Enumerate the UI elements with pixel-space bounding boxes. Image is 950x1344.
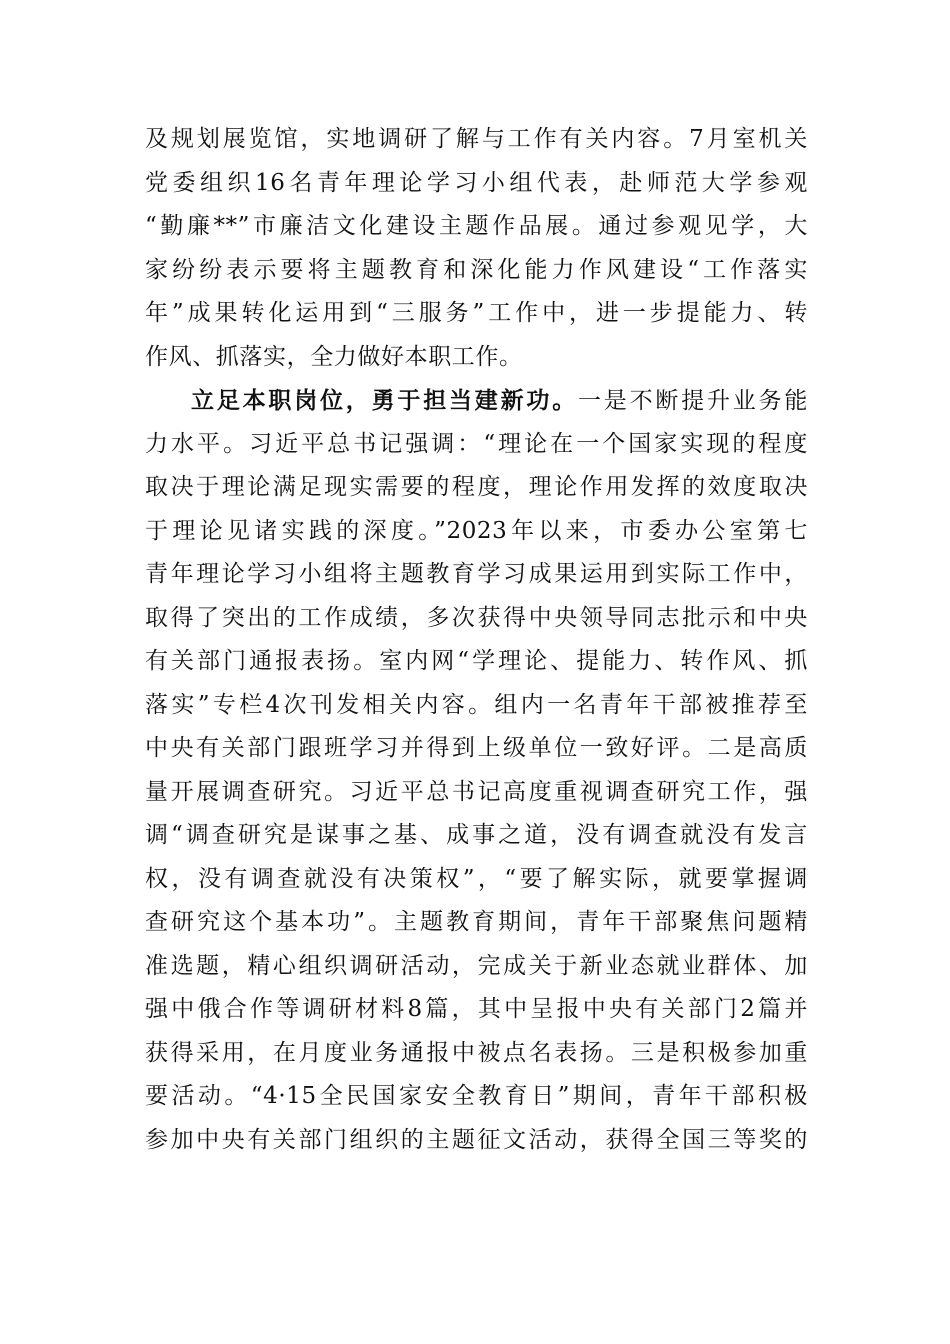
text-line: 有关部门通报表扬。室内网“学理论、提能力、转作风、抓: [145, 648, 808, 674]
text-line: [145, 379, 808, 423]
text-line: 落实”专栏4次刊发相关内容。组内一名青年干部被推荐至: [145, 691, 808, 718]
paragraph-1: [145, 118, 808, 379]
paragraph-2: [145, 379, 808, 1162]
text-line: 力水平。习近平总书记强调：“理论在一个国家实现的程度: [145, 430, 808, 457]
text-line: 中央有关部门跟班学习并得到上级单位一致好评。二是高质: [145, 735, 808, 761]
text-line: “勤廉**”市廉洁文化建设主题作品展。通过参观见学，大: [145, 213, 808, 239]
text-line: 查研究这个基本功”。主题教育期间，青年干部聚焦问题精: [145, 909, 808, 935]
paragraph-heading: 立足本职岗位，勇于担当建新功。: [191, 387, 578, 414]
text-line: 准选题，精心组织调研活动，完成关于新业态就业群体、加: [145, 952, 808, 979]
text-run: 一是不断提升业务能: [578, 388, 808, 414]
text-line: 取得了突出的工作成绩，多次获得中央领导同志批示和中央: [145, 604, 808, 631]
text-line: 取决于理论满足现实需要的程度，理论作用发挥的效度取决: [145, 474, 808, 500]
text-line: 党委组织16名青年理论学习小组代表，赴师范大学参观: [145, 169, 808, 196]
text-line: 权，没有调查就没有决策权”，“要了解实际，就要掌握调: [145, 865, 808, 892]
document-page: [145, 118, 808, 1162]
text-line: 量开展调查研究。习近平总书记高度重视调查研究工作，强: [145, 778, 808, 805]
text-line: 青年理论学习小组将主题教育学习成果运用到实际工作中，: [145, 561, 808, 587]
text-line: 参加中央有关部门组织的主题征文活动，获得全国三等奖的: [145, 1126, 808, 1153]
text-line: 获得采用，在月度业务通报中被点名表扬。三是积极参加重: [145, 1039, 808, 1066]
text-line: 于理论见诸实践的深度。”2023年以来，市委办公室第七: [145, 517, 808, 544]
text-line: 调“调查研究是谋事之基、成事之道，没有调查就没有发言: [145, 822, 808, 848]
text-line: 作风、抓落实，全力做好本职工作。: [145, 343, 523, 370]
text-line: 年”成果转化运用到“三服务”工作中，进一步提能力、转: [145, 300, 808, 326]
text-line: 及规划展览馆，实地调研了解与工作有关内容。7月室机关: [145, 126, 808, 152]
text-line: 家纷纷表示要将主题教育和深化能力作风建设“工作落实: [145, 256, 808, 283]
text-line: 强中俄合作等调研材料8篇，其中呈报中央有关部门2篇并: [145, 996, 808, 1022]
text-line: 要活动。“4·15全民国家安全教育日”期间，青年干部积极: [145, 1083, 808, 1109]
